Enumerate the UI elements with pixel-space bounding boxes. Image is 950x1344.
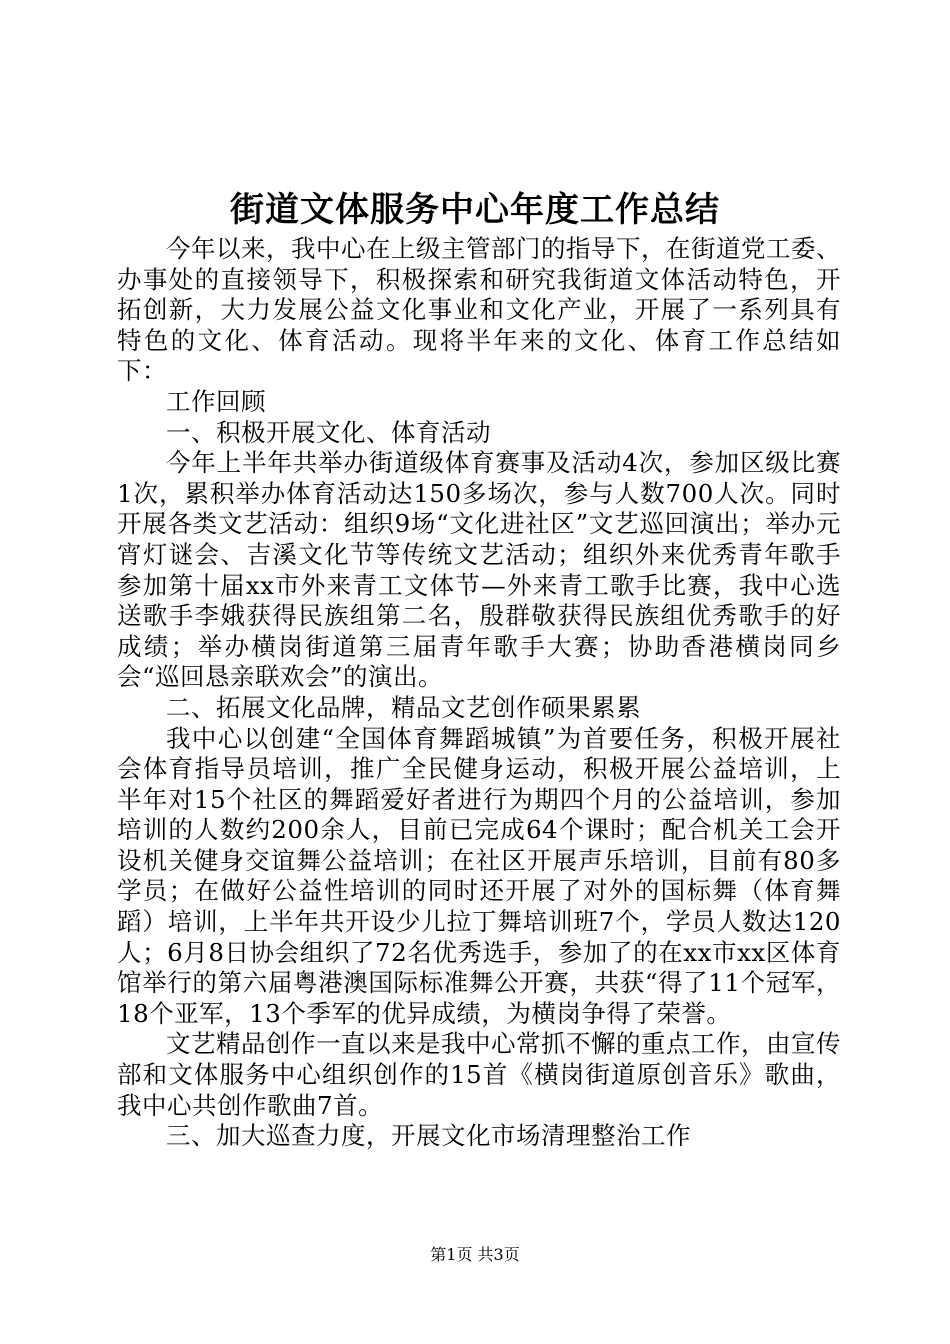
section-heading-2: 二、拓展文化品牌，精品文艺创作硕果累累 [166,692,641,722]
document-title: 街道文体服务中心年度工作总结 [230,190,720,230]
paragraph-section-2: 我中心以创建“全国体育舞蹈城镇”为首要任务，积极开展社会体育指导员培训，推广全民健身运动，积极开展公益培训，上半年对15个社区的舞蹈爱好者进行为期四个月的公益培训，参加培训的人数约200余人，目前已完成64个课时；配合机关工会开设机关健身交谊舞公益培训；在社区开展声乐培训，目前有80多学员；在做好公益性培训的同时还开展了对外的国标舞（体育舞蹈）培训，上半年共开设少儿拉丁舞培训班7个，学员人数达120人；6月8日协会组织了72名优秀选手，参加了的在xx市xx区体育馆举行的第六届粤港澳国际标准舞公开赛，共获“得了11个冠军，18个亚军，13个季军的优异成绩，为横岗争得了荣誉。 [117,723,841,1028]
paragraph-section-1: 今年上半年共举办街道级体育赛事及活动4次，参加区级比赛1次，累积举办体育活动达150多场次，参与人数700人次。同时开展各类文艺活动：组织9场“文化进社区”文艺巡回演出；举办元宵灯谜会、吉溪文化节等传统文艺活动；组织外来优秀青年歌手参加第十届xx市外来青工文体节—外来青工歌手比赛，我中心选送歌手李娥获得民族组第二名，殷群敬获得民族组优秀歌手的好成绩；举办横岗街道第三届青年歌手大赛；协助香港横岗同乡会“巡回恳亲联欢会”的演出。 [117,448,841,692]
document-body [117,234,841,1152]
section-heading-3: 三、加大巡查力度，开展文化市场清理整治工作 [166,1121,691,1151]
paragraph-section-2-creation: 文艺精品创作一直以来是我中心常抓不懈的重点工作，由宣传部和文体服务中心组织创作的15首《横岗街道原创音乐》歌曲，我中心共创作歌曲7首。 [117,1029,841,1120]
paragraph-work-review-heading: 工作回顾 [166,386,266,416]
paragraph-intro: 今年以来，我中心在上级主管部门的指导下，在街道党工委、办事处的直接领导下，积极探索和研究我街道文体活动特色，开拓创新，大力发展公益文化事业和文化产业，开展了一系列具有特色的文化、体育活动。现将半年来的文化、体育工作总结如下： [117,234,841,386]
section-heading-1: 一、积极开展文化、体育活动 [166,417,491,447]
page-footer: 第1页 共3页 [430,1245,520,1264]
